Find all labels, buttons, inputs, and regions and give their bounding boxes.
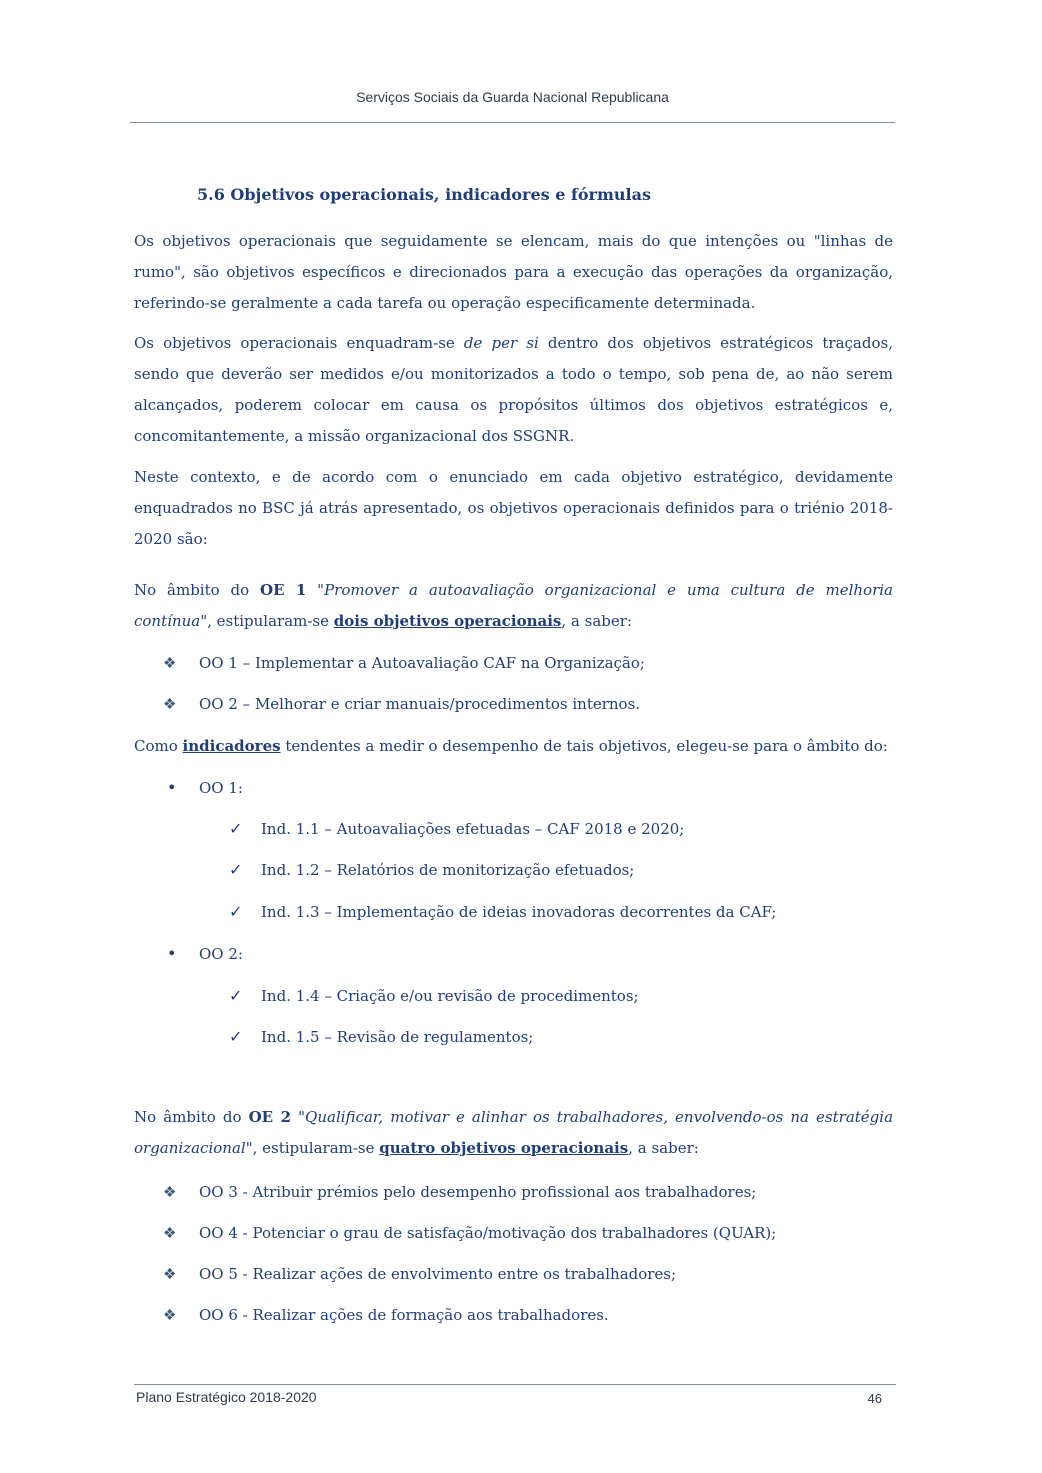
oe2-intro-text: No âmbito do	[134, 1108, 249, 1126]
paragraph-summary: Neste contexto, e de acordo com o enunciado em cada objetivo estratégico, devidamente enquadrados no BSC já atrás apresentado, os objetivos operacionais definidos para o triénio 2018-2020 são:	[134, 468, 893, 548]
indicators-intro-text: Como	[134, 737, 183, 755]
indicators-intro-text: tendentes a medir o desempenho de tais objetivos, elegeu-se para o âmbito do:	[280, 737, 888, 755]
list-item: OO 2 – Melhorar e criar manuais/procedimentos internos.	[199, 695, 641, 713]
diamond-bullet-icon: ❖	[163, 1224, 177, 1242]
indicator-item: Ind. 1.3 – Implementação de ideias inovadoras decorrentes da CAF;	[261, 903, 777, 921]
oe2-quote: "	[291, 1108, 306, 1126]
check-icon: ✓	[229, 860, 243, 879]
oe1-quote: "	[306, 581, 325, 599]
group-label: OO 2:	[199, 945, 243, 963]
indicator-item: Ind. 1.2 – Relatórios de monitorização efetuados;	[261, 861, 635, 879]
footer-document-title: Plano Estratégico 2018-2020	[136, 1389, 317, 1405]
list-item: OO 1 – Implementar a Autoavaliação CAF na Organização;	[199, 654, 645, 672]
latin-phrase: de per si	[463, 334, 539, 352]
oe2-intro-text: ", estipularam-se	[245, 1139, 380, 1157]
list-item: OO 3 - Atribuir prémios pelo desempenho profissional aos trabalhadores;	[199, 1183, 757, 1201]
check-icon: ✓	[229, 1027, 243, 1046]
oe1-intro-text: , a saber:	[561, 612, 632, 630]
oe2-title: Qualificar, motivar e alinhar os trabalhadores, envolvendo-os na estratégia organizacional	[134, 1108, 894, 1157]
paragraph-text: dentro dos objetivos estratégicos traçados, sendo que deverão ser medidos e/ou monitorizados a todo o tempo, sob pena de, ao não serem alcançados, poderem colocar em causa os propósitos últimos dos objetivos estratégicos e, concomitantemente, a missão organizacional dos SSGNR.	[134, 334, 893, 445]
paragraph-text: Os objetivos operacionais enquadram-se	[134, 334, 464, 352]
page-number: 46	[867, 1391, 882, 1406]
oe2-objectives-count-link: quatro objetivos operacionais	[379, 1139, 629, 1157]
indicator-item: Ind. 1.1 – Autoavaliações efetuadas – CAF 2018 e 2020;	[261, 820, 685, 838]
page-header-title: Serviços Sociais da Guarda Nacional Republicana	[356, 89, 669, 105]
diamond-bullet-icon: ❖	[163, 654, 177, 672]
list-item: OO 5 - Realizar ações de envolvimento entre os trabalhadores;	[199, 1265, 677, 1283]
oe2-code: OE 2	[248, 1108, 292, 1126]
check-icon: ✓	[229, 902, 243, 921]
indicator-item: Ind. 1.5 – Revisão de regulamentos;	[261, 1028, 534, 1046]
oe1-intro	[134, 575, 893, 637]
oe1-intro-text: No âmbito do	[134, 581, 261, 599]
footer-divider	[134, 1384, 896, 1385]
diamond-bullet-icon: ❖	[163, 695, 177, 713]
bullet-icon: •	[167, 944, 177, 963]
list-item: OO 6 - Realizar ações de formação aos trabalhadores.	[199, 1306, 609, 1324]
indicator-item: Ind. 1.4 – Criação e/ou revisão de procedimentos;	[261, 987, 639, 1005]
check-icon: ✓	[229, 986, 243, 1005]
indicators-link: indicadores	[182, 737, 281, 755]
oe1-objectives-count-link: dois objetivos operacionais	[333, 612, 562, 630]
diamond-bullet-icon: ❖	[163, 1306, 177, 1324]
check-icon: ✓	[229, 819, 243, 838]
diamond-bullet-icon: ❖	[163, 1265, 177, 1283]
section-heading: 5.6 Objetivos operacionais, indicadores e fórmulas	[197, 185, 651, 204]
paragraph-context	[134, 328, 893, 452]
list-item: OO 4 - Potenciar o grau de satisfação/motivação dos trabalhadores (QUAR);	[199, 1224, 777, 1242]
oe2-intro	[134, 1102, 893, 1164]
oe1-title: Promover a autoavaliação organizacional e uma cultura de melhoria contínua	[134, 581, 894, 630]
oe1-intro-text: ", estipularam-se	[200, 612, 334, 630]
group-label: OO 1:	[199, 779, 243, 797]
oe1-code: OE 1	[260, 581, 307, 599]
bullet-icon: •	[167, 778, 177, 797]
diamond-bullet-icon: ❖	[163, 1183, 177, 1201]
indicators-intro	[134, 731, 893, 762]
header-divider	[130, 122, 895, 123]
oe2-intro-text: , a saber:	[628, 1139, 699, 1157]
paragraph-intro: Os objetivos operacionais que seguidamente se elencam, mais do que intenções ou "linhas de rumo", são objetivos específicos e direcionados para a execução das operações da organização, referindo-se geralmente a cada tarefa ou operação especificamente determinada.	[134, 232, 893, 312]
